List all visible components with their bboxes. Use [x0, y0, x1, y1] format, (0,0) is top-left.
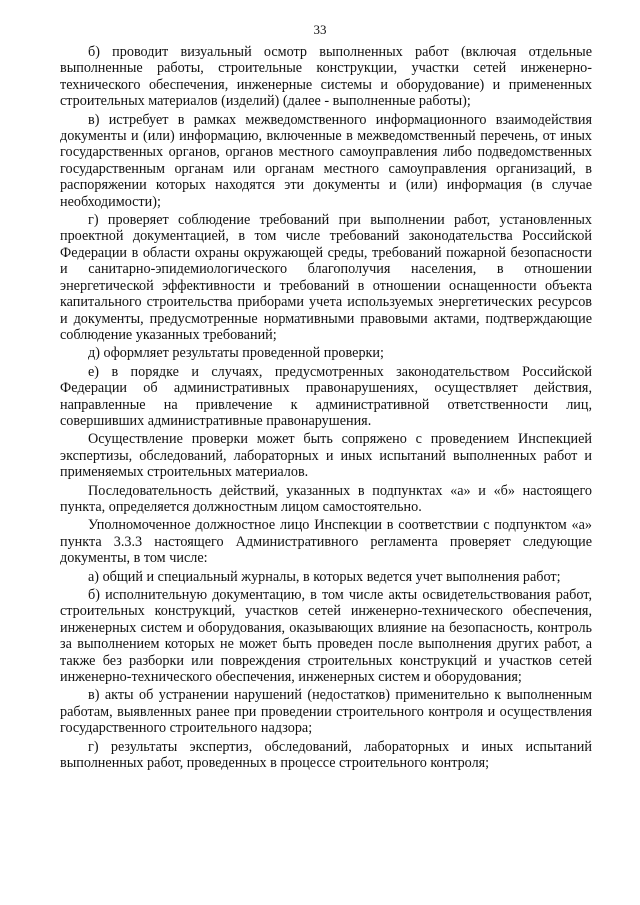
- paragraph: а) общий и специальный журналы, в которых ведется учет выполнения работ;: [88, 568, 561, 585]
- paragraph: д) оформляет результаты проведенной проверки;: [88, 345, 384, 362]
- paragraph: б) исполнительную документацию, в том числе акты освидетельствования работ, строительных конструкций, участков сетей инженерно-технического обеспечения, инженерных систем и оборудования, оказывающих влияние на безопасность, контроль за выполнением которых не может быть проведен после выполнения других работ, а также без разборки или повреждения строительных конструкций и участков сетей инженерно-технического обеспечения, инженерных систем и оборудования;: [60, 587, 592, 686]
- paragraph: г) проверяет соблюдение требований при выполнении работ, установленных проектной документацией, в том числе требований законодательства Российской Федерации в области охраны окружающей среды, требований пожарной безопасности и санитарно-эпидемиологического благополучия населения, в отношении энергетической эффективности и требований в отношении оснащенности объекта капитального строительства приборами учета используемых энергетических ресурсов и документы, предусмотренные нормативными правовыми актами, подтверждающие соблюдение указанных требований;: [60, 212, 592, 343]
- page-number: 33: [313, 22, 327, 37]
- paragraph: г) результаты экспертиз, обследований, лабораторных и иных испытаний выполненных работ, проведенных в процессе строительного контроля;: [60, 738, 592, 772]
- paragraph: в) акты об устранении нарушений (недостатков) применительно к выполненным работам, выявленных ранее при проведении строительного контроля и осуществления государственного строительного надзора;: [60, 687, 592, 737]
- paragraph: Осуществление проверки может быть сопряжено с проведением Инспекцией экспертизы, обследований, лабораторных и иных испытаний выполненных работ и применяемых строительных материалов.: [60, 431, 592, 481]
- paragraph: б) проводит визуальный осмотр выполненных работ (включая отдельные выполненные работы, строительные конструкции, участки сетей инженерно-технического обеспечения, инженерные системы и оборудование) и примененных строительных материалов (изделий) (далее - выполненные работы);: [60, 44, 592, 110]
- paragraph: в) истребует в рамках межведомственного информационного взаимодействия документы и (или) информацию, включенные в межведомственный перечень, от иных государственных органов, органов местного самоуправления либо подведомственных государственным органам или органам местного самоуправления организаций, в распоряжении которых находятся эти документы и (или) информация (в случае необходимости);: [60, 111, 592, 210]
- paragraph: Уполномоченное должностное лицо Инспекции в соответствии с подпунктом «а» пункта 3.3.3 настоящего Административного регламента проверяет следующие документы, в том числе:: [60, 517, 592, 567]
- paragraph: е) в порядке и случаях, предусмотренных законодательством Российской Федерации об административных правонарушениях, осуществляет действия, направленные на привлечение к административной ответственности лиц, совершивших административные правонарушения.: [60, 363, 592, 429]
- paragraph: Последовательность действий, указанных в подпунктах «а» и «б» настоящего пункта, определяется должностным лицом самостоятельно.: [60, 482, 592, 515]
- document-body: [60, 44, 592, 773]
